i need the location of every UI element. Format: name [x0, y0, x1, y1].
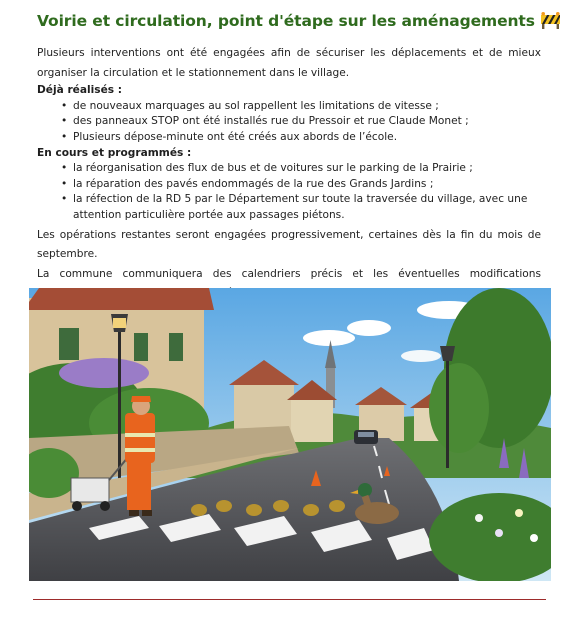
list-item: • la réorganisation des flux de bus et de voitures sur le parking de la Prairie ; [73, 161, 541, 177]
planned-list [37, 161, 541, 223]
article-title [37, 12, 560, 33]
article-title-text: Voirie et circulation, point d'étape sur les aménagements [37, 12, 535, 30]
list-item: • des panneaux STOP ont été installés rue du Pressoir et rue Claude Monet ; [73, 114, 541, 130]
list-item: • la réparation des pavés endommagés de la rue des Grands Jardins ; [73, 177, 541, 193]
construction-barrier-icon [541, 12, 560, 33]
intro-paragraph: Plusieurs interventions ont été engagées afin de sécuriser les déplacements et de mieux organiser la circulation et le stationnement dans le village. [37, 47, 541, 79]
outro-paragraph-1: Les opérations restantes seront engagées progressivement, certaines dès la fin du mois de septembre. [37, 228, 541, 261]
done-list [37, 99, 541, 146]
planned-heading: En cours et programmés : [37, 146, 192, 159]
section-divider [33, 599, 546, 600]
outro-paragraph-2: La commune communiquera des calendriers précis et les éventuelles modifications [37, 267, 541, 280]
village-road-illustration [29, 288, 551, 581]
done-heading: Déjà réalisés : [37, 84, 122, 97]
list-item: • Plusieurs dépose-minute ont été créés aux abords de l’école. [73, 130, 541, 146]
article-body [37, 44, 541, 304]
list-item: • de nouveaux marquages au sol rappellent les limitations de vitesse ; [73, 99, 541, 115]
list-item: • la réfection de la RD 5 par le Département sur toute la traversée du village, avec une attention particulière portée aux passages piétons. [73, 192, 541, 223]
